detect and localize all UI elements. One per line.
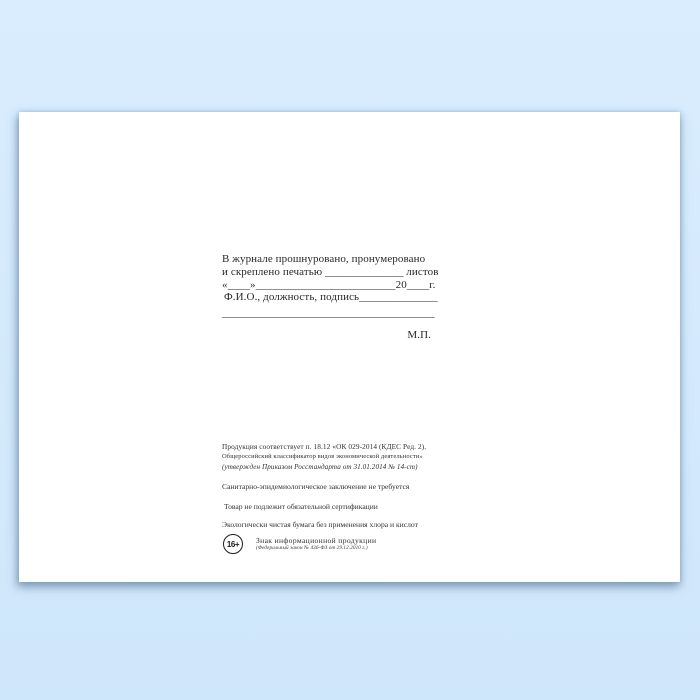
age-rating-law: (Федеральный закон № 436-ФЗ от 29.12.2010 г.): [256, 545, 368, 551]
ecology-statement: Экологически чистая бумага без применения хлора и кислот: [222, 520, 418, 529]
seal-text-line-3-date: «____»_________________________20____г.: [222, 278, 436, 291]
seal-text-line-4-signature: Ф.И.О., должность, подпись______________: [224, 291, 438, 304]
seal-text-line-2: и скреплено печатью ______________ листов: [222, 265, 439, 278]
journal-back-page: [19, 112, 680, 582]
product-standard-line-1: Продукция соответствует п. 18.12 «ОК 029-2014 (КДЕС Ред. 2).: [222, 442, 427, 451]
product-standard-line-2: Общероссийский классификатор видов экономической деятельности»: [222, 453, 423, 460]
product-standard-line-3: (утвержден Приказом Росстандарта от 31.01.2014 № 14-ст): [222, 463, 418, 471]
compliance-block: [222, 442, 482, 554]
age-rating-text: [256, 534, 376, 552]
seal-text-line-5-blank: ______________________________________: [222, 307, 435, 320]
age-16-plus-icon: 16+: [223, 534, 243, 554]
certification-statement: Товар не подлежит обязательной сертификации: [224, 502, 378, 511]
seal-text-line-1: В журнале прошнуровано, пронумеровано: [222, 253, 426, 265]
age-rating-title: Знак информационной продукции: [256, 536, 377, 545]
age-rating-row: [222, 534, 482, 554]
seal-place-mark: М.П.: [407, 328, 431, 341]
sanitary-statement: Санитарно-эпидемиологическое заключение не требуется: [222, 482, 410, 491]
lacing-seal-block: [222, 253, 439, 342]
